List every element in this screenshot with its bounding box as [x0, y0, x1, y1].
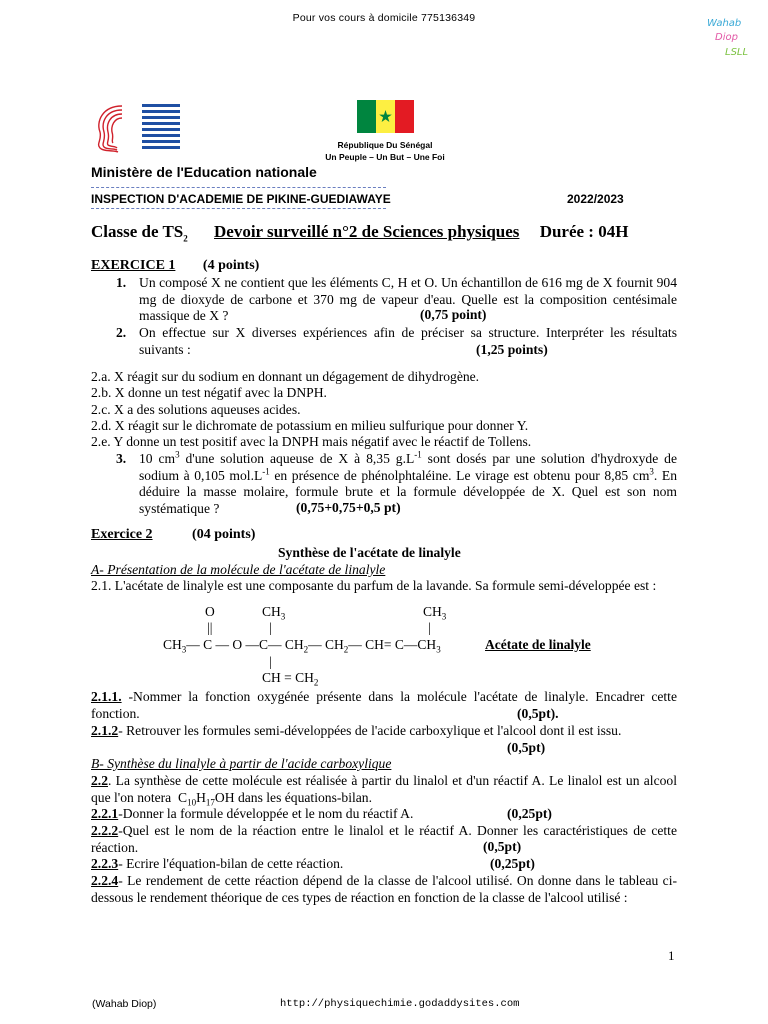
part-a-intro: 2.1. L'acétate de linalyle est une composante du parfum de la lavande. Sa formule semi-développée est : [91, 578, 657, 593]
q2-items [91, 369, 531, 450]
q221-text: 2.2.1-Donner la formule développée et le nom du réactif A. [91, 806, 414, 821]
part-b-heading: B- Synthèse du linalyle à partir de l'acide carboxylique [91, 756, 392, 771]
q222-points: (0,5pt) [483, 839, 522, 854]
page-number: 1 [668, 948, 675, 963]
exercise-2-title: Exercice 2 [91, 527, 153, 542]
formula-bottom: CH = $CH_2$ [262, 670, 319, 688]
corner-logo-line-2: Diop [715, 32, 738, 43]
exercise-2-points: (04 points) [192, 527, 256, 542]
formula-bond: | [428, 620, 431, 635]
list-item: 2.e. Y donne un test positif avec la DNPH mais négatif avec le réactif de Tollens. [91, 434, 532, 450]
star-icon [376, 100, 395, 133]
exercise-1-points: (4 points) [202, 258, 260, 273]
motto: Un Peuple – Un But – Une Foi [325, 152, 445, 162]
formula-double-bond: || [207, 620, 213, 635]
formula-main-chain: $CH_3—$ C — O —C— $CH_2—$ $CH_2—$ $CH= C—CH_3$ [163, 637, 441, 655]
formula-ch3-top: $CH_3$ [423, 604, 447, 622]
divider [91, 187, 386, 188]
q3-number: 3. [116, 451, 127, 466]
q211-points: (0,5pt). [517, 706, 559, 721]
formula-ch3-top: $CH_3$ [262, 604, 286, 622]
q223-text: 2.2.3- Ecrire l'équation-bilan de cette réaction. [91, 856, 344, 871]
q223-points: (0,25pt) [490, 856, 535, 871]
title-line [91, 222, 628, 242]
republic-label: République Du Sénégal [337, 140, 433, 150]
q2-number: 2. [116, 325, 127, 340]
q212-points: (0,5pt) [507, 740, 546, 755]
q3-text: 10 $cm^3$ d'une solution aqueuse de X à 8,35 $g.L^{-1}$ sont dosés par une solution d'hydroxyde de sodium à 0,105 $mol.L^{-1}$ en présence de phénolphtaléine. Le virage est obtenu pour 8,85 $cm^3$. En déduire la masse molaire, formule brute et la formule développée de X. Quel est son nom systématique ? [139, 449, 677, 516]
duration: Durée : 04H [539, 222, 629, 241]
divider [91, 208, 386, 209]
class-label: Classe de TS [91, 222, 184, 241]
q22-text: 2.2. La synthèse de cette molécule est réalisée à partir du linalol et d'un réactif A. Le linalol est un alcool que l'on notera $C_{10}H_{17}OH$ dans les équations-bilan. [91, 773, 677, 808]
list-item: 2.d. X réagit sur le dichromate de potassium en milieu sulfurique pour donner Y. [91, 417, 529, 433]
formula-name: Acétate de linalyle [485, 637, 591, 652]
q224-text: 2.2.4- Le rendement de cette réaction dépend de la classe de l'alcool utilisé. On donne dans le tableau ci-dessous le rendement théorique de ces types de réaction en fonction de la classe de l'alcool utilisé : [91, 873, 677, 905]
q212-text: 2.1.2- Retrouver les formules semi-développées de l'acide carboxylique et l'alcool dont il est issu. [91, 723, 622, 738]
q1-text: Un composé X ne contient que les éléments C, H et O. Un échantillon de 616 mg de X fournit 904 mg de dioxyde de carbone et 370 mg de vapeur d'eau. Quelle est la composition centésimale massique de X ? [139, 275, 677, 323]
formula-o: O [205, 604, 215, 619]
exam-title: Devoir surveillé n°2 de Sciences physiques [214, 222, 520, 241]
part-a-heading: A- Présentation de la molécule de l'acétate de linalyle [91, 562, 386, 577]
corner-logo-line-1: Wahab [707, 18, 742, 29]
footer-website: http://physiquechimie.godaddysites.com [280, 998, 520, 1010]
corner-logo [703, 14, 763, 64]
list-item: 2.c. X a des solutions aqueuses acides. [91, 401, 301, 417]
top-banner: Pour vos cours à domicile 775136349 [292, 12, 476, 24]
exercise-2-heading [91, 527, 255, 543]
exercise-1-title: EXERCICE 1 [91, 258, 176, 273]
q2-text: On effectue sur X diverses expériences afin de préciser sa structure. Interpréter les résultats suivants : [139, 325, 677, 357]
formula-bond: | [269, 620, 272, 635]
formula-bond: | [269, 654, 272, 669]
q3-points: (0,75+0,75+0,5 pt) [296, 500, 401, 515]
list-item: 2.a. X réagit sur du sodium en donnant un dégagement de dihydrogène. [91, 369, 480, 384]
q1-number: 1. [116, 275, 127, 290]
q1-points: (0,75 point) [420, 307, 487, 322]
class-sub: 2 [183, 233, 188, 244]
ministry-name: Ministère de l'Education nationale [91, 164, 317, 180]
exercise-2-subtitle: Synthèse de l'acétate de linalyle [278, 545, 461, 560]
ministry-logo [92, 100, 188, 156]
list-item: 2.b. X donne un test négatif avec la DNPH. [91, 385, 327, 401]
footer-author: (Wahab Diop) [92, 998, 157, 1010]
senegal-flag [357, 100, 414, 133]
q222-text: 2.2.2-Quel est le nom de la réaction entre le linalol et le réactif A. Donner les caractéristiques de cette réaction. [91, 823, 677, 855]
q211-text: 2.1.1. -Nommer la fonction oxygénée présente dans la molécule l'acétate de linalyle. Encadrer cette fonction. [91, 689, 677, 721]
exercise-1-heading [91, 258, 259, 274]
school-year: 2022/2023 [567, 192, 624, 206]
inspection-name: INSPECTION D'ACADEMIE DE PIKINE-GUEDIAWAYE [91, 192, 391, 206]
corner-logo-line-3: LSLL [725, 47, 749, 58]
q221-points: (0,25pt) [507, 806, 552, 821]
q2-points: (1,25 points) [476, 342, 548, 357]
